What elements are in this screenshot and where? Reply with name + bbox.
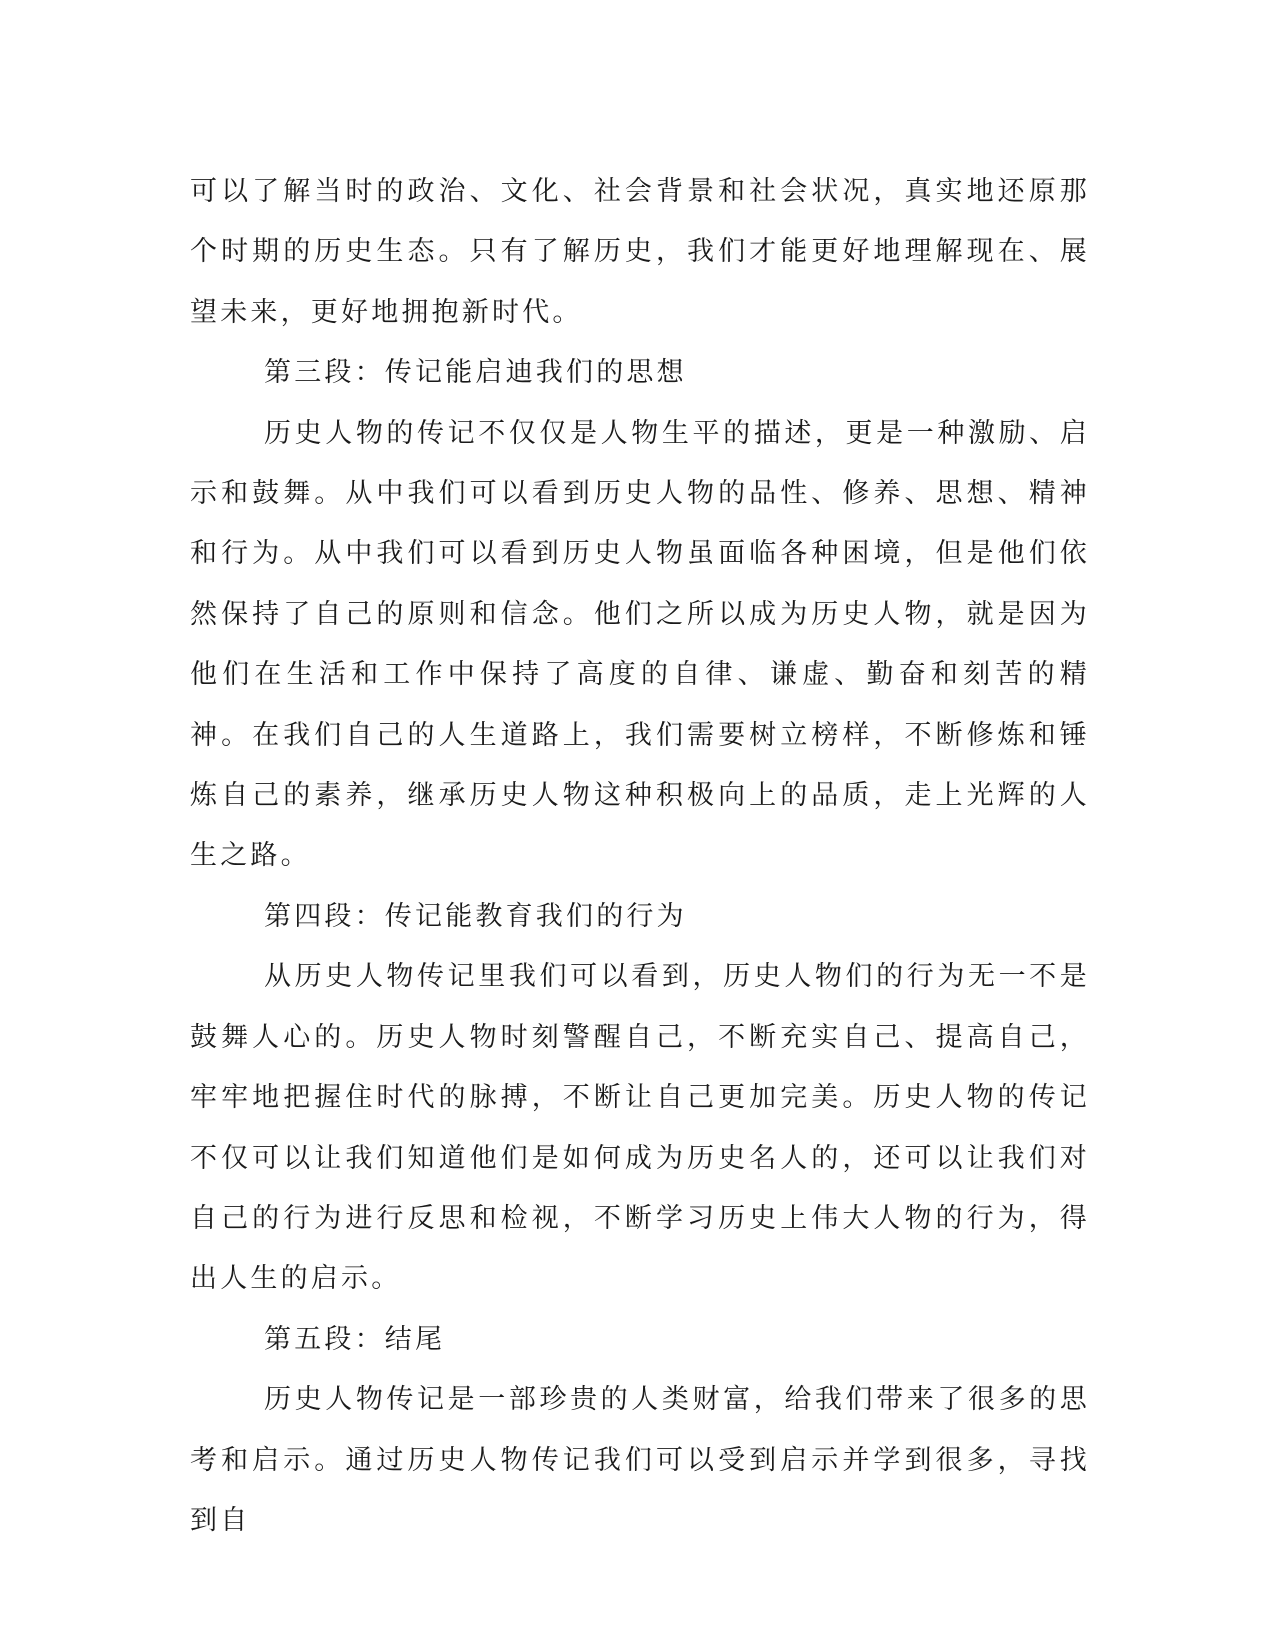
paragraph-5: 历史人物传记是一部珍贵的人类财富，给我们带来了很多的思考和启示。通过历史人物传记我们可以受到启示并学到很多，寻找到自 xyxy=(190,1384,1090,1536)
section-heading-3: 第三段：传记能启迪我们的思想 xyxy=(264,357,687,389)
document-body xyxy=(190,162,1090,1551)
paragraph-continued: 可以了解当时的政治、文化、社会背景和社会状况，真实地还原那个时期的历史生态。只有了解历史，我们才能更好地理解现在、展望未来，更好地拥抱新时代。 xyxy=(190,176,1090,328)
paragraph-4: 从历史人物传记里我们可以看到，历史人物们的行为无一不是鼓舞人心的。历史人物时刻警醒自己，不断充实自己、提高自己，牢牢地把握住时代的脉搏，不断让自己更加完美。历史人物的传记不仅可以让我们知道他们是如何成为历史名人的，还可以让我们对自己的行为进行反思和检视，不断学习历史上伟大人物的行为，得出人生的启示。 xyxy=(190,961,1090,1295)
section-heading-4: 第四段：传记能教育我们的行为 xyxy=(264,900,687,932)
paragraph-3: 历史人物的传记不仅仅是人物生平的描述，更是一种激励、启示和鼓舞。从中我们可以看到历史人物的品性、修养、思想、精神和行为。从中我们可以看到历史人物虽面临各种困境，但是他们依然保持了自己的原则和信念。他们之所以成为历史人物，就是因为他们在生活和工作中保持了高度的自律、谦虚、勤奋和刻苦的精神。在我们自己的人生道路上，我们需要树立榜样，不断修炼和锤炼自己的素养，继承历史人物这种积极向上的品质，走上光辉的人生之路。 xyxy=(190,417,1090,872)
section-heading-5: 第五段：结尾 xyxy=(264,1323,446,1355)
